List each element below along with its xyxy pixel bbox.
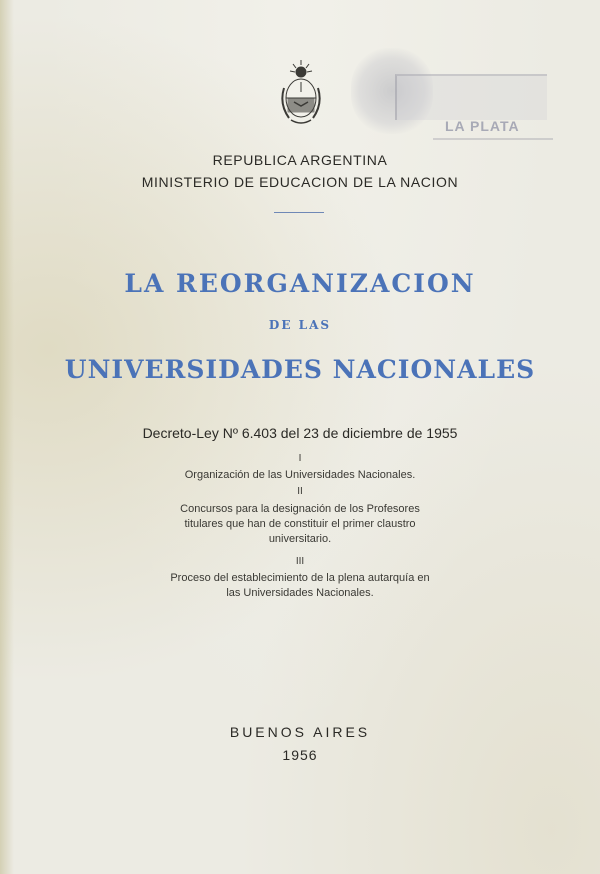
stamp-city: LA PLATA (445, 118, 520, 134)
section-numeral: II (297, 486, 303, 497)
title-line-3: UNIVERSIDADES NACIONALES (64, 355, 536, 384)
national-coat-of-arms-icon (279, 58, 323, 126)
publication-city: BUENOS AIRES (229, 724, 371, 740)
section-numeral: III (295, 556, 305, 567)
stamp-line (433, 138, 553, 140)
country-heading: REPUBLICA ARGENTINA (212, 152, 388, 168)
ministry-heading: MINISTERIO DE EDUCACION DE LA NACION (141, 174, 459, 190)
title-line-2: DE LAS (268, 318, 332, 332)
section-text: Proceso del establecimiento de la plena autarquía en las Universidades Nacionales. (170, 572, 430, 599)
title-line-1: LA REORGANIZACION (124, 269, 476, 298)
section-text: Organización de las Universidades Nacionales. (184, 469, 416, 481)
divider (274, 212, 324, 213)
publication-year: 1956 (282, 747, 318, 763)
section-text: Concursos para la designación de los Profesores titulares que han de constituir el primer claustro universitario. (180, 503, 420, 545)
library-stamp (345, 44, 570, 144)
decree-line: Decreto-Ley Nº 6.403 del 23 de diciembre de 1955 (142, 425, 458, 441)
section-numeral: I (298, 453, 302, 464)
stamp-box (395, 74, 547, 120)
